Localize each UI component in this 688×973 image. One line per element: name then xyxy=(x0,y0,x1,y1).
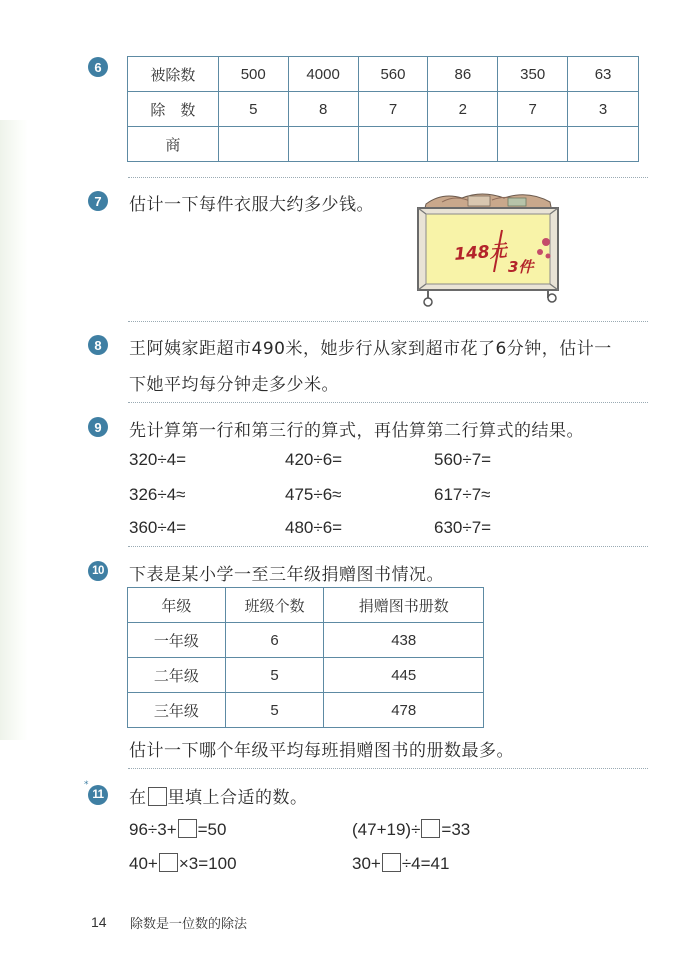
quotient-blank-cell[interactable] xyxy=(358,127,428,162)
section-divider xyxy=(128,546,648,547)
book-donation-table xyxy=(127,587,484,728)
dividend-cell: 86 xyxy=(428,57,498,92)
question-11-number: 11 xyxy=(92,789,104,801)
expr-part: 40+ xyxy=(129,854,158,873)
question-11-text xyxy=(129,783,308,808)
dividend-cell: 63 xyxy=(568,57,639,92)
book-count-cell: 445 xyxy=(324,658,484,693)
question-8-number: 8 xyxy=(94,337,102,353)
division-table xyxy=(127,56,639,162)
divisor-row xyxy=(128,92,639,127)
challenge-star: * xyxy=(84,780,89,790)
quotient-blank-cell[interactable] xyxy=(288,127,358,162)
expr-part: 96÷3+ xyxy=(129,820,177,839)
divisor-cell: 3 xyxy=(568,92,639,127)
sign-price: 148元 xyxy=(453,241,508,265)
grade-cell: 一年级 xyxy=(128,623,226,658)
sign-count: 3件 xyxy=(508,258,534,276)
header-book-count: 捐赠图书册数 xyxy=(324,588,484,623)
divisor-cell: 5 xyxy=(218,92,288,127)
grade-cell: 二年级 xyxy=(128,658,226,693)
expr-part: ÷4=41 xyxy=(401,854,450,873)
expression: 360÷4= xyxy=(129,518,187,537)
dividend-row xyxy=(128,57,639,92)
fill-expression-1 xyxy=(129,819,226,840)
fill-expression-3 xyxy=(129,853,237,874)
question-6-number: 6 xyxy=(94,59,102,75)
expression: 320÷4= xyxy=(129,450,187,469)
dividend-cell: 4000 xyxy=(288,57,358,92)
question-10-followup: 估计一下哪个年级平均每班捐赠图书的册数最多。 xyxy=(129,741,514,761)
expression: 560÷7= xyxy=(434,450,492,469)
table-row xyxy=(128,658,484,693)
expression: 480÷6= xyxy=(285,518,343,537)
question-9-text: 先计算第一行和第三行的算式，再估算第二行算式的结果。 xyxy=(129,421,584,441)
quotient-label: 商 xyxy=(128,127,219,162)
answer-box-example xyxy=(148,787,167,806)
dividend-cell: 350 xyxy=(498,57,568,92)
question-9-number: 9 xyxy=(94,419,102,435)
book-count-cell: 478 xyxy=(324,693,484,728)
dividend-cell: 560 xyxy=(358,57,428,92)
estimate-expression: 475÷6≈ xyxy=(285,485,342,504)
class-count-cell: 5 xyxy=(225,658,324,693)
section-divider xyxy=(128,768,648,769)
question-11-badge xyxy=(88,785,108,805)
page-number: 14 xyxy=(91,914,107,930)
fill-expression-4 xyxy=(352,853,449,874)
quotient-blank-cell[interactable] xyxy=(498,127,568,162)
quotient-blank-cell[interactable] xyxy=(218,127,288,162)
section-divider xyxy=(128,177,648,178)
expr-part: 30+ xyxy=(352,854,381,873)
chapter-title: 除数是一位数的除法 xyxy=(130,917,248,932)
expression: 420÷6= xyxy=(285,450,343,469)
question-10-number: 10 xyxy=(92,565,104,577)
dividend-cell: 500 xyxy=(218,57,288,92)
expression: 630÷7= xyxy=(434,518,492,537)
estimate-expression: 326÷4≈ xyxy=(129,485,186,504)
question-7-number: 7 xyxy=(94,193,102,209)
divisor-cell: 8 xyxy=(288,92,358,127)
expr-part: =50 xyxy=(197,820,227,839)
quotient-blank-cell[interactable] xyxy=(428,127,498,162)
answer-box[interactable] xyxy=(159,853,178,872)
header-class-count: 班级个数 xyxy=(225,588,324,623)
section-divider xyxy=(128,402,648,403)
fill-expression-2 xyxy=(352,819,470,840)
dividend-label: 被除数 xyxy=(128,57,219,92)
question-7-text: 估计一下每件衣服大约多少钱。 xyxy=(129,195,374,215)
question-9-badge xyxy=(88,417,108,437)
page-spine-shade xyxy=(0,120,28,740)
book-count-cell: 438 xyxy=(324,623,484,658)
answer-box[interactable] xyxy=(382,853,401,872)
quotient-row xyxy=(128,127,639,162)
class-count-cell: 6 xyxy=(225,623,324,658)
quotient-blank-cell[interactable] xyxy=(568,127,639,162)
question-10-badge xyxy=(88,561,108,581)
question-11-text-start: 在 xyxy=(129,788,147,808)
answer-box[interactable] xyxy=(178,819,197,838)
class-count-cell: 5 xyxy=(225,693,324,728)
estimate-expression: 617÷7≈ xyxy=(434,485,491,504)
expr-part: ×3=100 xyxy=(178,854,237,873)
table-row xyxy=(128,693,484,728)
section-divider xyxy=(128,321,648,322)
table-row xyxy=(128,623,484,658)
table-header-row xyxy=(128,588,484,623)
divisor-cell: 7 xyxy=(498,92,568,127)
header-grade: 年级 xyxy=(128,588,226,623)
grade-cell: 三年级 xyxy=(128,693,226,728)
question-8-line-1: 王阿姨家距超市490米，她步行从家到超市花了6分钟，估计一 xyxy=(129,339,612,359)
divisor-label: 除 数 xyxy=(128,92,219,127)
expr-part: =33 xyxy=(441,820,471,839)
expr-part: (47+19)÷ xyxy=(352,820,421,839)
question-6-badge xyxy=(88,57,108,77)
question-7-badge xyxy=(88,191,108,211)
divisor-cell: 7 xyxy=(358,92,428,127)
divisor-cell: 2 xyxy=(428,92,498,127)
question-8-line-2: 下她平均每分钟走多少米。 xyxy=(129,375,339,395)
question-8-badge xyxy=(88,335,108,355)
answer-box[interactable] xyxy=(421,819,440,838)
question-10-text: 下表是某小学一至三年级捐赠图书情况。 xyxy=(129,565,444,585)
question-11-text-end: 里填上合适的数。 xyxy=(167,788,308,808)
clothing-bin-illustration xyxy=(412,190,564,308)
